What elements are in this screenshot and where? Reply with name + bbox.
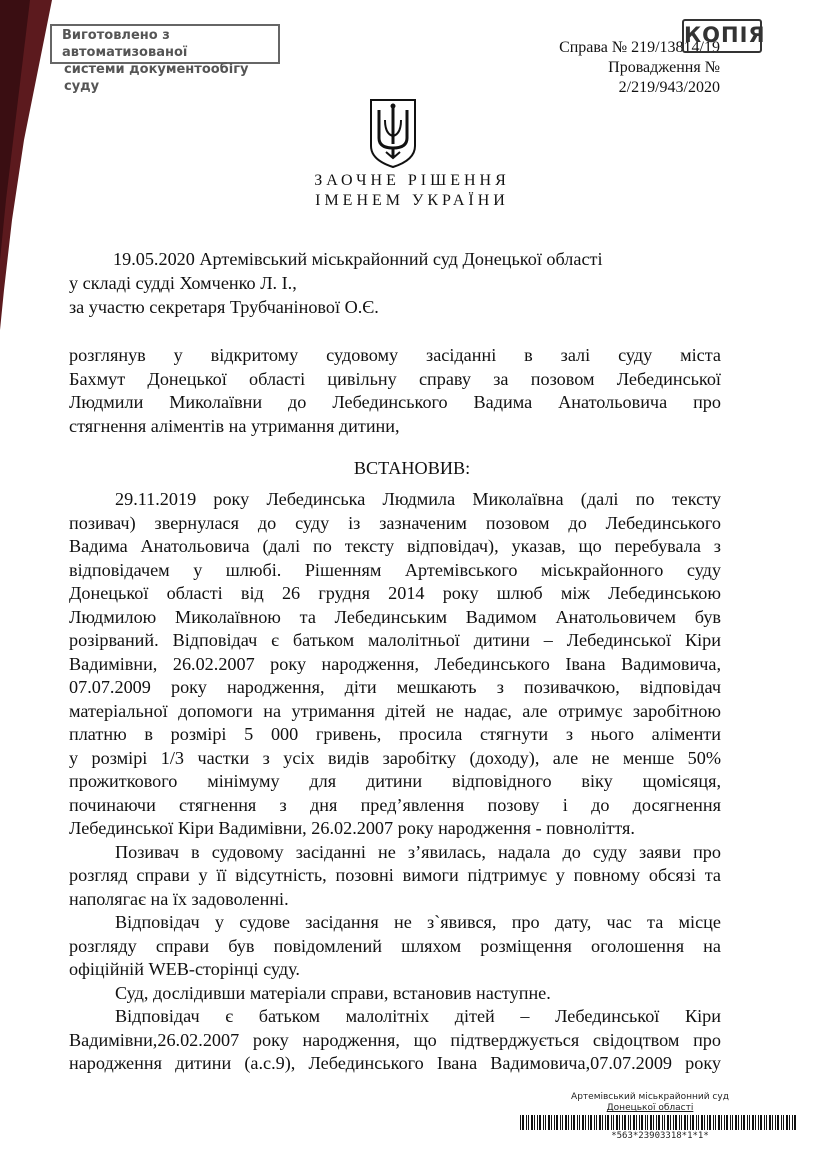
court-stamp [540,1092,760,1114]
case-number: Справа № 219/13814/19 [559,39,720,56]
text-line: розгляд справи у її відсутність, позовні вимоги підтримує у повному обсязі та [69,865,721,885]
barcode-number: *563*23903318*1*1* [611,1131,709,1141]
text-line: 29.11.2019 року Лебединська Людмила Миколаївна (далі по тексту [115,489,721,509]
text-line: наполягає на їх задоволенні. [69,888,289,909]
text-line: Вадимівни,26.02.2007 року народження, що підтверджується свідоцтвом про [69,1029,721,1050]
text-line: Позивач в судовому засіданні не з’явилась, надала до суду заяви про [115,841,721,862]
text-line: у розмірі 1/3 частки з усіх видів заробітку (доходу), але не менше 50% [69,747,721,768]
proceeding-label: Провадження № [608,59,720,76]
text-line: прожиткового мінімуму для дитини відповідного віку щомісяця, [69,771,721,791]
text-line: Бахмут Донецької області цивільну справу за позовом Лебединської [69,368,721,389]
proceeding-number: 2/219/943/2020 [618,79,720,96]
text-line: починаючи стягнення з дня пред’явлення позову і до досягнення [69,794,721,815]
auto-stamp-line-2: системи документообігу суду [64,62,249,94]
text-line: розглянув у відкритому судовому засіданні в залі суду міста [69,345,721,365]
text-line: розірваний. Відповідач є батьком малолітньої дитини – Лебединської Кіри [69,630,721,650]
established-heading: ВСТАНОВИВ: [353,458,471,478]
text-line: Вадимівни, 26.02.2007 року народження, Лебединського Івана Вадимовича, [69,653,721,674]
text-line: 07.07.2009 року народження, діти мешкають з позивачкою, відповідач [69,677,721,697]
text-line: Лебединської Кіри Вадимівни, 26.02.2007 року народження - повноліття. [69,818,635,838]
text-line: матеріальної допомоги на утримання дітей не надає, але отримує заробітною [69,700,721,721]
text-line: розгляду справи був повідомлений шляхом розміщення оголошення на [69,935,721,956]
decision-title: ЗАОЧНЕ РІШЕННЯ [314,172,510,189]
considered-paragraph [69,344,721,438]
intro-date-court: 19.05.2020 Артемівський міськрайонний суд Донецької області [113,249,603,269]
text-line: Суд, дослідивши матеріали справи, встановив наступне. [115,982,551,1003]
text-line: офіційній WEB-сторінці суду. [69,959,300,979]
trident-emblem-icon [368,98,418,168]
text-line: відповідачем у шлюбі. Рішенням Артемівського міськрайонного суду [69,559,721,580]
court-stamp-line-1: Артемівський міськрайонний суд [571,1092,729,1102]
text-line: платню в розмірі 5 000 гривень, просила стягнути з нього аліменти [69,724,721,744]
text-line: Людмили Миколаївни до Лебединського Вадима Анатольовича про [69,392,721,412]
text-line: Відповідач у судове засідання не з`явився, про дату, час та місце [115,912,721,932]
text-line: народження дитини (а.с.9), Лебединського Івана Вадимовича,07.07.2009 року [69,1053,721,1073]
text-line: Вадима Анатольовича (далі по тексту відповідач), указав, що перебувала з [69,536,721,556]
auto-stamp-line-1: Виготовлено з автоматизованої [62,28,188,60]
decision-body [69,488,721,1076]
text-line: Донецької області від 26 грудня 2014 року шлюб між Лебединською [69,583,721,603]
decision-subtitle: ІМЕНЕМ УКРАЇНИ [315,192,509,209]
intro-secretary: за участю секретаря Трубчанінової О.Є. [69,297,379,317]
text-line: позивач) звернулася до суду із зазначеним позовом до Лебединського [69,512,721,533]
text-line: Відповідач є батьком малолітніх дітей – Лебединської Кіри [115,1006,721,1026]
copy-stamp: КОПІЯ [682,19,762,53]
text-line: стягнення аліментів на утримання дитини, [69,415,400,436]
automated-system-stamp [50,24,280,94]
text-line: Людмилою Миколаївною та Лебединським Вадимом Анатольовичем був [69,606,721,627]
intro-judge: у складі судді Хомченко Л. І., [69,273,297,293]
court-stamp-line-2: Донецької області [606,1103,694,1113]
barcode [520,1115,800,1130]
